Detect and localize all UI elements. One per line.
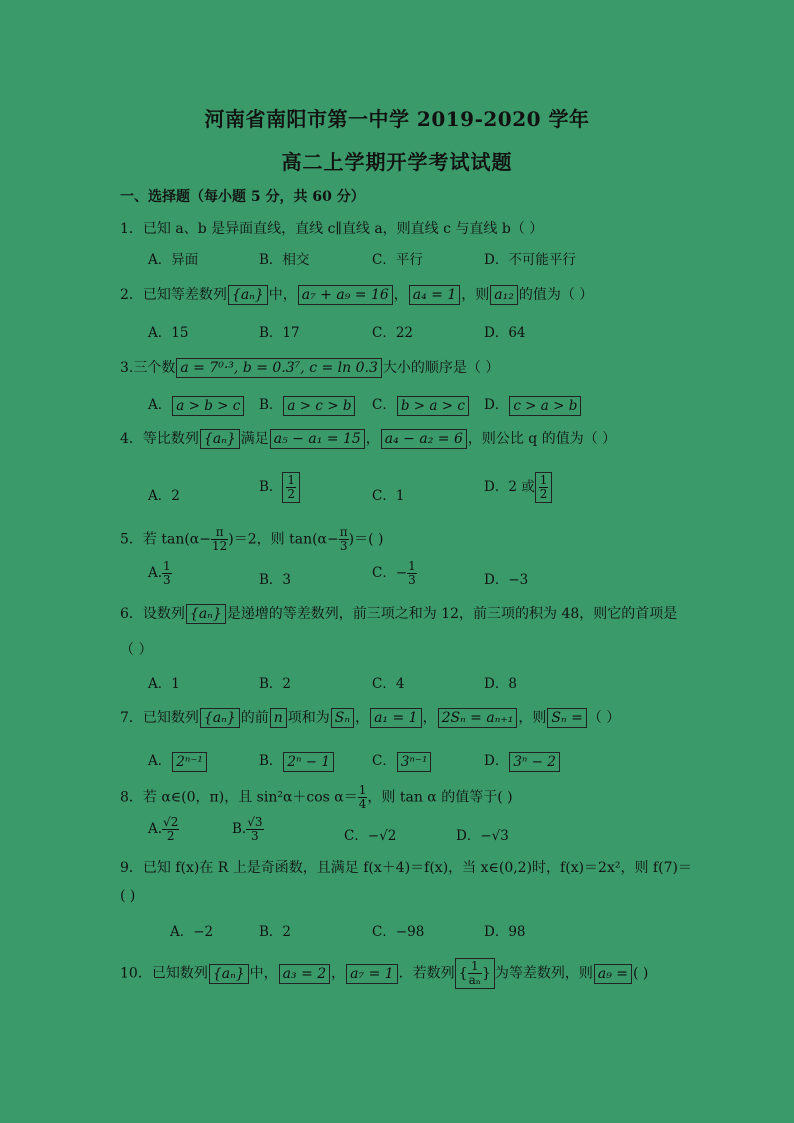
- option-a: A．−2: [170, 924, 214, 940]
- option-a: A．1: [148, 676, 180, 692]
- option-d: D．98: [484, 924, 526, 940]
- option-b: B．3: [259, 572, 292, 588]
- q-text: 2．已知等差数列: [120, 287, 227, 303]
- math-box: a₄ = 1: [409, 285, 461, 305]
- option-d: D．−√3: [456, 828, 509, 844]
- question-2-options: [148, 321, 708, 345]
- option-c: C．平行: [372, 252, 423, 268]
- q-text: 满足: [240, 431, 269, 447]
- question-7: 7．已知数列 {aₙ} 的前 n 项和为 Sₙ ， a₁ = 1 ， 2Sₙ = aₙ₊₁ ，则 Sₙ = （ ）: [120, 710, 621, 726]
- exam-title-line2: 高二上学期开学考试试题: [281, 150, 513, 174]
- question-9: 9．已知 f(x)在 R 上是奇函数，且满足 f(x＋4)＝f(x)，当 x∈(0,2)时，f(x)＝2x²，则 f(7)＝: [120, 860, 692, 876]
- question-5-options: [148, 560, 708, 594]
- question-1: 1．已知 a、b 是异面直线，直线 c∥直线 a，则直线 c 与直线 b（ ）: [120, 221, 544, 237]
- math-box: a₅ − a₁ = 15: [270, 429, 365, 449]
- option-d: D．8: [484, 676, 517, 692]
- option-b: B．相交: [259, 252, 310, 268]
- question-10: 10．已知数列 {aₙ} 中， a₃ = 2 ， a₇ = 1 ．若数列 { $\frac{1}{\text{aₙ}}$ } 为等差数列，则 a₉ = ( ): [120, 959, 649, 987]
- option-d: D．不可能平行: [484, 252, 576, 268]
- option-c: C．−√2: [344, 828, 397, 844]
- math-box: {aₙ}: [186, 604, 226, 624]
- math-box: { $\frac{1}{\text{aₙ}}$ }: [455, 958, 495, 989]
- exam-title-line1: 河南省南阳市第一中学 2019-2020 学年: [204, 107, 590, 131]
- option-d: D． 3ⁿ − 2: [484, 749, 561, 772]
- math-box: a₄ − a₂ = 6: [381, 429, 467, 449]
- question-3-options: [148, 393, 708, 417]
- q-text: 的值为（ ）: [518, 287, 594, 303]
- math-box: a₇ + a₉ = 16: [298, 285, 393, 305]
- option-b: B．2: [259, 676, 292, 692]
- option-c: C．22: [372, 325, 414, 341]
- math-box: {aₙ}: [200, 429, 240, 449]
- option-d: D． c > a > b: [484, 393, 582, 416]
- q-text: 中，: [268, 287, 297, 303]
- q-text: ，: [365, 431, 380, 447]
- option-b: B． 2ⁿ − 1: [259, 749, 335, 772]
- option-d: D．−3: [484, 572, 529, 588]
- option-a: A． a > b > c: [148, 393, 245, 416]
- math-box: a = 7⁰·³, b = 0.3⁷, c = ln 0.3: [176, 358, 382, 378]
- option-b: B．2: [259, 924, 292, 940]
- math-box: {aₙ}: [228, 285, 268, 305]
- q-text: 大小的顺序是（ ）: [382, 360, 500, 376]
- option-a: A. $\frac{√2}{2}$: [148, 815, 179, 843]
- option-a: A．2: [148, 488, 180, 504]
- option-d: D．64: [484, 325, 526, 341]
- question-6-paren: （ ）: [120, 642, 153, 658]
- math-box: a₁₂: [490, 285, 518, 305]
- question-9-options: [148, 920, 708, 944]
- option-b: B． a > c > b: [259, 393, 356, 416]
- question-9-paren: ( ): [120, 888, 136, 904]
- option-d: D．2 或 $\frac{1}{2}$: [484, 472, 552, 503]
- question-4: [120, 428, 616, 449]
- option-a: A．异面: [148, 252, 199, 268]
- option-a: A. $\frac{1}{3}$: [148, 559, 171, 587]
- question-5: 5．若 tan(α− $\frac{\pi}{12}$ )＝2，则 tan(α− $\frac{\pi}{3}$ )＝( ): [120, 525, 384, 553]
- question-7-options: [148, 749, 708, 773]
- option-b: B． $\frac{1}{2}$: [259, 472, 300, 503]
- option-c: C．− $\frac{1}{3}$: [372, 559, 416, 587]
- option-c: C．1: [372, 488, 405, 504]
- option-c: C．−98: [372, 924, 425, 940]
- option-a: A． 2ⁿ⁻¹: [148, 749, 208, 772]
- q-text: ，则: [461, 287, 490, 303]
- option-c: C． b > a > c: [372, 393, 470, 416]
- question-6-options: [148, 672, 708, 696]
- question-8-options: [148, 816, 708, 854]
- q-text: ，: [393, 287, 408, 303]
- question-4-options: [148, 472, 708, 516]
- option-c: C．4: [372, 676, 405, 692]
- option-a: A．15: [148, 325, 189, 341]
- question-8: 8．若 α∈(0，π)，且 sin²α＋cos α＝ $\frac{1}{4}$ ，则 tan α 的值等于( ): [120, 783, 513, 811]
- q-text: ，则公比 q 的值为（ ）: [467, 431, 617, 447]
- option-b: B. $\frac{√3}{3}$: [232, 815, 263, 843]
- q-text: 3.三个数: [120, 360, 176, 376]
- question-2: [120, 284, 593, 305]
- option-c: C． 3ⁿ⁻¹: [372, 749, 432, 772]
- section-heading: 一、选择题（每小题 5 分，共 60 分）: [120, 189, 365, 205]
- option-b: B．17: [259, 325, 300, 341]
- q-text: 4．等比数列: [120, 431, 199, 447]
- question-6: 6．设数列 {aₙ} 是递增的等差数列，前三项之和为 12，前三项的积为 48，则它的首项是: [120, 606, 678, 622]
- question-3: [120, 357, 499, 378]
- question-1-options: [148, 248, 708, 272]
